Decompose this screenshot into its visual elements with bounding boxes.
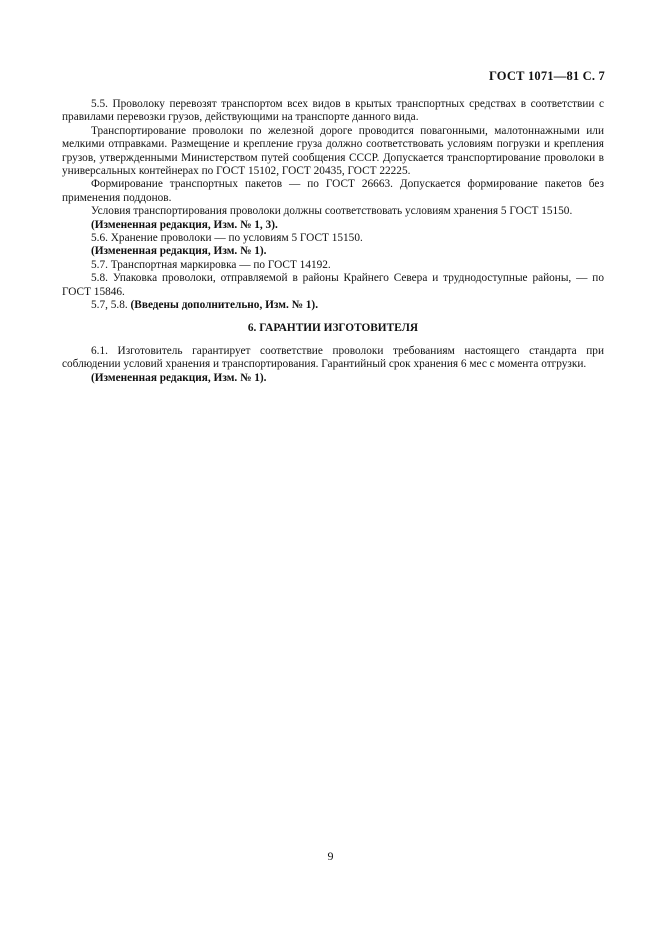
amendment-note-section-6: (Измененная редакция, Изм. № 1). (91, 371, 267, 384)
paragraph-5-7: 5.7. Транспортная маркировка — по ГОСТ 14192. (91, 258, 331, 271)
section-title: 6. ГАРАНТИИ ИЗГОТОВИТЕЛЯ (247, 321, 419, 334)
document-body (62, 98, 604, 385)
paragraph-5-5: 5.5. Проволоку перевозят транспортом всех видов в крытых транспортных средствах в соответствии с правилами перевозки грузов, действующими на транспорте данного вида. (62, 98, 604, 124)
added-note-clauses: 5.7, 5.8. (91, 299, 128, 312)
paragraph-transport-conditions: Условия транспортирования проволоки должны соответствовать условиям хранения 5 ГОСТ 15150. (91, 205, 573, 218)
paragraph-5-8: 5.8. Упаковка проволоки, отправляемой в районы Крайнего Севера и труднодоступные районы, — по ГОСТ 15846. (62, 272, 604, 298)
paragraph-added-note (62, 299, 604, 312)
paragraph-transport-packages: Формирование транспортных пакетов — по ГОСТ 26663. Допускается формирование пакетов без применения поддонов. (62, 178, 604, 204)
paragraph-rail-transport: Транспортирование проволоки по железной дороге проводится повагонными, малотоннажными или мелкими отправками. Размещение и крепление груза должно соответствовать условиям погрузки и крепления грузов, утвержденными Министерством путей сообщения СССР. Допускается транспортирование проволоки в универсальных контейнерах по ГОСТ 15102, ГОСТ 20435, ГОСТ 22225. (62, 124, 604, 178)
amendment-note-1: (Измененная редакция, Изм. № 1). (91, 245, 267, 258)
page-header: ГОСТ 1071—81 С. 7 (488, 69, 605, 83)
paragraph-6-1: 6.1. Изготовитель гарантирует соответствие проволоки требованиям настоящего стандарта при соблюдении условий хранения и транспортирования. Гарантийный срок хранения 6 мес с момента отгрузки. (62, 344, 604, 371)
page-number: 9 (327, 849, 334, 863)
amendment-note-1-3: (Измененная редакция, Изм. № 1, 3). (91, 218, 278, 231)
paragraph-5-6: 5.6. Хранение проволоки — по условиям 5 ГОСТ 15150. (91, 232, 363, 245)
added-note-text: (Введены дополнительно, Изм. № 1). (130, 299, 319, 312)
